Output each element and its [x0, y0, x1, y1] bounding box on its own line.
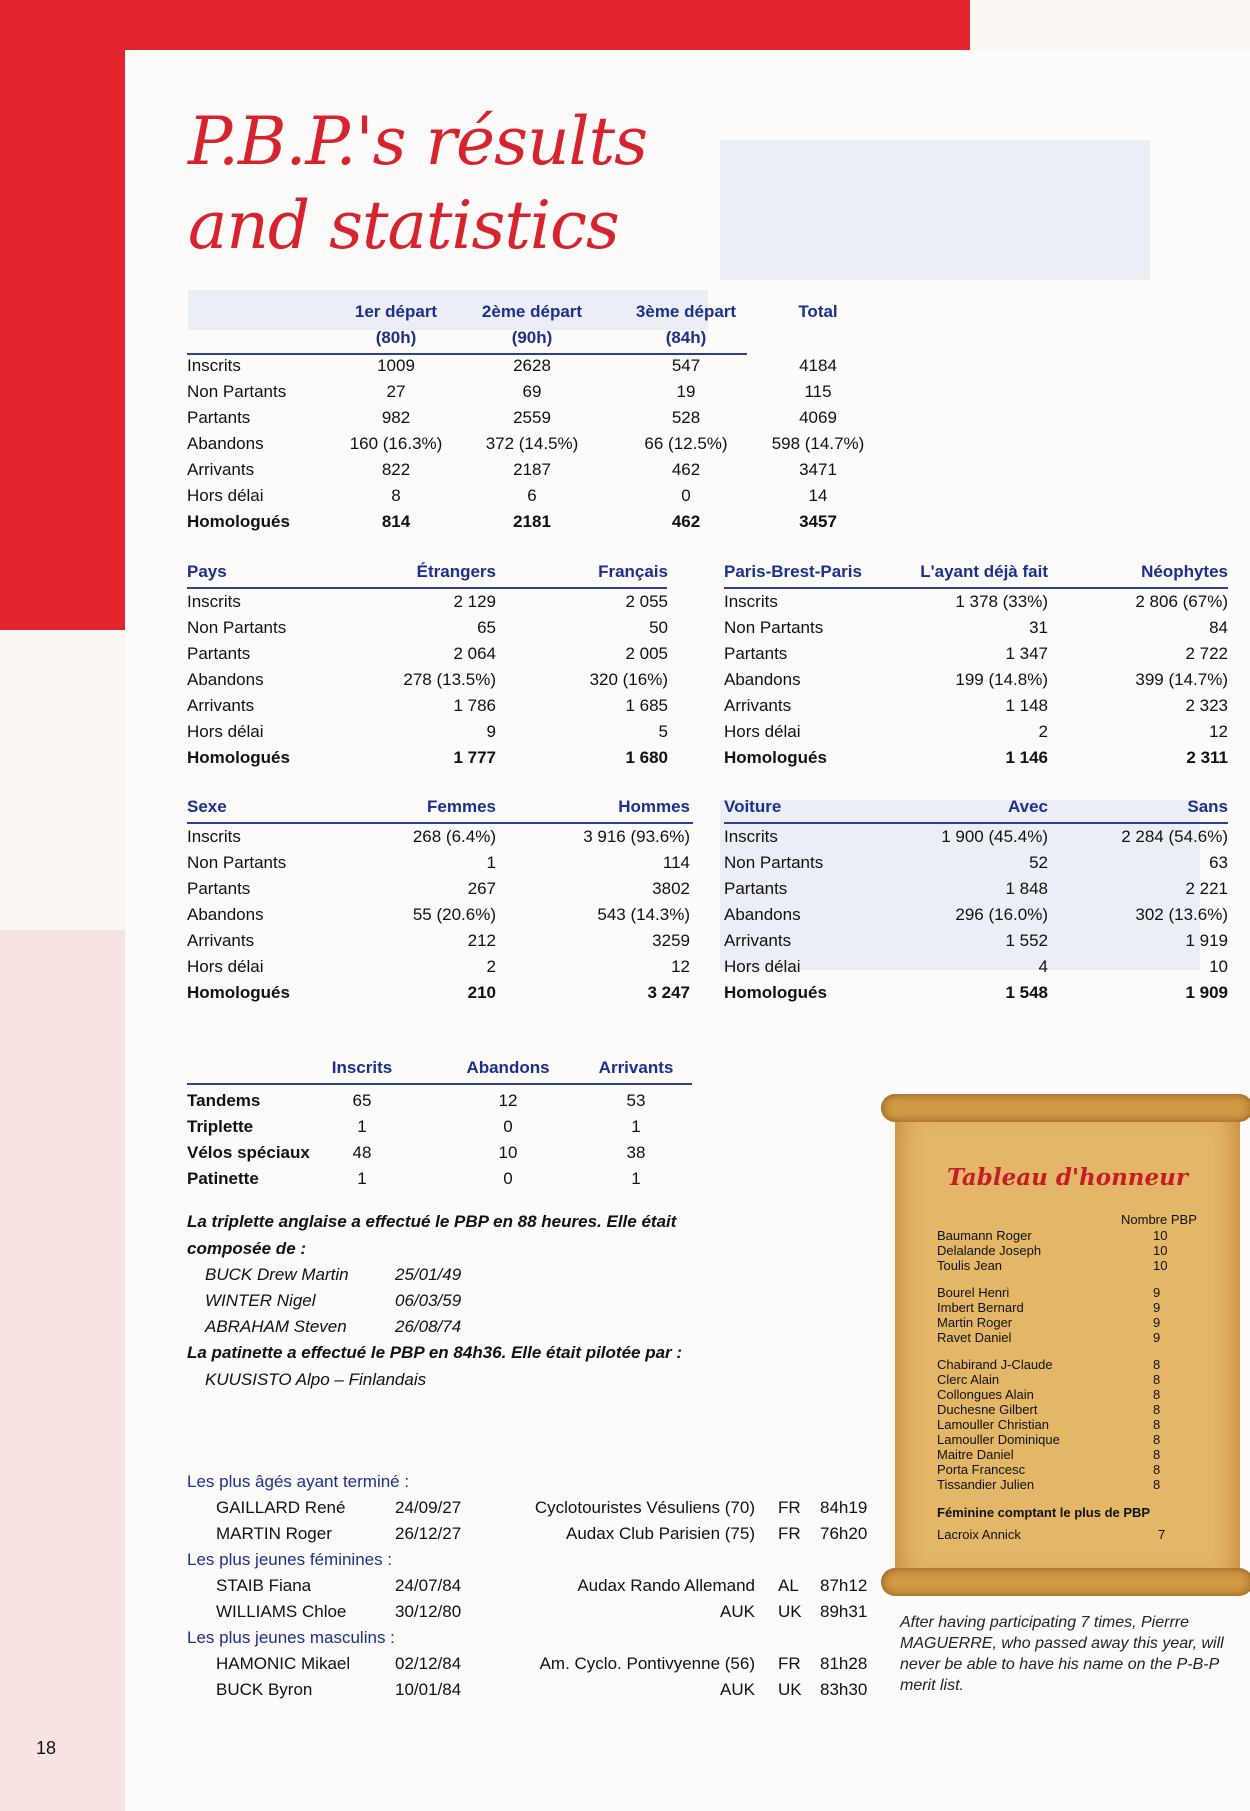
table-cell: 65 [477, 618, 496, 637]
table-cell: 2 064 [453, 644, 496, 663]
honor-count: 10 [1153, 1258, 1168, 1273]
row-label: Partants [187, 879, 251, 898]
honor-name: Imbert Bernard [937, 1300, 1024, 1315]
honor-count: 8 [1153, 1372, 1161, 1387]
member-name: ABRAHAM Steven [205, 1317, 347, 1336]
pays-header: Étrangers [416, 562, 496, 581]
table-cell: 2 284 (54.6%) [1121, 827, 1228, 846]
table-cell: 4184 [799, 356, 837, 375]
row-label: Tandems [187, 1091, 261, 1110]
table-cell: 84 [1209, 618, 1228, 637]
table-cell: 4 [1038, 957, 1048, 976]
pbp-header: L'ayant déjà fait [920, 562, 1048, 581]
table-cell: 2 221 [1185, 879, 1228, 898]
table-cell: 10 [498, 1143, 518, 1162]
row-label: Inscrits [187, 827, 241, 846]
table-cell: 6 [527, 486, 537, 505]
table-cell: 48 [352, 1143, 372, 1162]
pays-header: Français [598, 562, 668, 581]
table-cell: 1 552 [1005, 931, 1048, 950]
voiture-header: Sans [1187, 797, 1228, 816]
record-country: FR [778, 1498, 801, 1517]
record-name: WILLIAMS Chloe [216, 1602, 347, 1621]
departs-header-sub: (90h) [511, 328, 553, 347]
table-cell: 2559 [513, 408, 551, 427]
table-cell: 2 055 [625, 592, 668, 611]
row-label: Hors délai [187, 486, 264, 505]
record-club: AUK [720, 1680, 755, 1699]
record-club: Audax Club Parisien (75) [566, 1524, 755, 1543]
table-cell: 2 311 [1186, 748, 1228, 767]
table-cell: 268 (6.4%) [412, 827, 496, 846]
row-label: Homologués [187, 512, 290, 531]
honor-name: Ravet Daniel [937, 1330, 1012, 1345]
row-label: Abandons [187, 670, 264, 689]
record-time: 84h19 [820, 1498, 868, 1517]
honor-count: 9 [1153, 1300, 1161, 1315]
table-cell: 1 [631, 1169, 641, 1188]
row-label: Arrivants [724, 931, 792, 950]
record-club: Am. Cyclo. Pontivyenne (56) [539, 1654, 755, 1673]
record-date: 24/09/27 [395, 1498, 462, 1517]
record-date: 02/12/84 [395, 1654, 462, 1673]
table-rule [724, 822, 1228, 824]
record-time: 87h12 [820, 1576, 868, 1595]
row-label: Inscrits [187, 592, 241, 611]
record-name: GAILLARD René [216, 1498, 346, 1517]
table-cell: 1 [631, 1117, 641, 1136]
pbp-header: Néophytes [1141, 562, 1228, 581]
page-title-line2: and statistics [188, 187, 619, 264]
table-cell: 982 [381, 408, 411, 427]
table-cell: 1 685 [625, 696, 668, 715]
record-date: 24/07/84 [395, 1576, 462, 1595]
row-label: Hors délai [187, 722, 264, 741]
table-cell: 3471 [799, 460, 837, 479]
table-cell: 462 [671, 460, 701, 479]
row-label: Vélos spéciaux [187, 1143, 310, 1162]
row-label: Non Partants [724, 853, 824, 872]
record-time: 89h31 [820, 1602, 868, 1621]
table-cell: 0 [503, 1169, 513, 1188]
table-cell: 2187 [513, 460, 551, 479]
red-banner-top [0, 0, 970, 50]
table-cell: 0 [503, 1117, 513, 1136]
honor-count: 9 [1153, 1285, 1161, 1300]
row-label: Non Partants [187, 382, 287, 401]
table-cell: 1 548 [1005, 983, 1048, 1002]
row-label: Homologués [724, 748, 827, 767]
table-cell: 3 247 [647, 983, 690, 1002]
row-label: Arrivants [187, 696, 255, 715]
honor-count-header: Nombre PBP [1121, 1212, 1197, 1227]
honor-name: Martin Roger [937, 1315, 1013, 1330]
row-label: Arrivants [724, 696, 792, 715]
member-name: BUCK Drew Martin [205, 1265, 349, 1284]
patinette-pilot: KUUSISTO Alpo – Finlandais [205, 1370, 427, 1389]
table-cell: 14 [808, 486, 828, 505]
record-date: 30/12/80 [395, 1602, 462, 1621]
honor-count: 8 [1153, 1417, 1161, 1432]
records-heading: Les plus jeunes masculins : [187, 1628, 395, 1647]
honor-name: Duchesne Gilbert [937, 1402, 1038, 1417]
table-cell: 598 (14.7%) [771, 434, 865, 453]
member-date: 06/03/59 [395, 1291, 462, 1310]
member-name: WINTER Nigel [205, 1291, 316, 1310]
table-cell: 50 [649, 618, 668, 637]
table-cell: 3 916 (93.6%) [583, 827, 690, 846]
sexe-header: Sexe [187, 797, 227, 816]
page-title-line1: P.B.P.'s résults [188, 103, 647, 180]
table-cell: 1 777 [453, 748, 496, 767]
table-cell: 160 (16.3%) [349, 434, 443, 453]
row-label: Hors délai [187, 957, 264, 976]
table-cell: 462 [671, 512, 701, 531]
row-label: Arrivants [187, 460, 255, 479]
row-label: Arrivants [187, 931, 255, 950]
honor-name: Collongues Alain [937, 1387, 1034, 1402]
table-cell: 1009 [377, 356, 415, 375]
honor-feminine-name: Lacroix Annick [937, 1527, 1021, 1542]
honor-count: 10 [1153, 1243, 1168, 1258]
table-cell: 814 [381, 512, 411, 531]
table-cell: 5 [658, 722, 668, 741]
special-header: Abandons [466, 1058, 550, 1077]
sexe-header: Hommes [618, 797, 690, 816]
honor-name: Tissandier Julien [937, 1477, 1035, 1492]
row-label: Inscrits [187, 356, 241, 375]
honor-name: Lamouller Christian [937, 1417, 1049, 1432]
page-number: 18 [36, 1738, 57, 1758]
table-cell: 1 909 [1185, 983, 1228, 1002]
table-cell: 9 [486, 722, 496, 741]
honor-name: Porta Francesc [937, 1462, 1026, 1477]
table-cell: 296 (16.0%) [955, 905, 1048, 924]
table-cell: 4069 [799, 408, 837, 427]
record-date: 26/12/27 [395, 1524, 462, 1543]
departs-header-sub: (84h) [665, 328, 707, 347]
records-heading: Les plus jeunes féminines : [187, 1550, 393, 1569]
table-cell: 2 722 [1185, 644, 1228, 663]
pink-margin [0, 930, 125, 1811]
table-cell: 115 [804, 382, 832, 401]
table-rule [187, 587, 667, 589]
row-label: Homologués [187, 983, 290, 1002]
departs-header: 3ème départ [635, 302, 737, 321]
honor-count: 8 [1153, 1477, 1161, 1492]
table-cell: 31 [1029, 618, 1048, 637]
table-cell: 1 919 [1185, 931, 1228, 950]
table-cell: 2 323 [1185, 696, 1228, 715]
records-heading: Les plus âgés ayant terminé : [187, 1472, 410, 1491]
patinette-text: La patinette a effectué le PBP en 84h36. Elle était pilotée par : [187, 1343, 683, 1362]
table-rule [187, 822, 693, 824]
table-cell: 38 [626, 1143, 646, 1162]
table-cell: 3457 [799, 512, 837, 531]
record-club: AUK [720, 1602, 755, 1621]
voiture-header: Voiture [724, 797, 782, 816]
honor-count: 8 [1153, 1447, 1161, 1462]
special-header: Arrivants [598, 1058, 674, 1077]
record-country: FR [778, 1654, 801, 1673]
row-label: Abandons [187, 905, 264, 924]
record-date: 10/01/84 [395, 1680, 462, 1699]
honor-title: Tableau d'honneur [946, 1164, 1188, 1191]
row-label: Triplette [187, 1117, 254, 1136]
table-cell: 320 (16%) [589, 670, 668, 689]
row-label: Non Partants [187, 853, 287, 872]
row-label: Partants [724, 879, 788, 898]
departs-header-sub: (80h) [375, 328, 417, 347]
table-cell: 399 (14.7%) [1135, 670, 1228, 689]
honor-count: 9 [1153, 1315, 1161, 1330]
table-cell: 19 [676, 382, 696, 401]
special-header: Inscrits [331, 1058, 393, 1077]
honor-scroll [895, 1100, 1240, 1590]
row-label: Homologués [724, 983, 827, 1002]
table-cell: 267 [467, 879, 496, 898]
honor-name: Chabirand J-Claude [937, 1357, 1053, 1372]
table-cell: 302 (13.6%) [1135, 905, 1228, 924]
honor-feminine-count: 7 [1158, 1527, 1166, 1542]
row-label: Partants [187, 644, 251, 663]
table-cell: 65 [352, 1091, 372, 1110]
row-label: Abandons [724, 905, 801, 924]
table-cell: 1 347 [1005, 644, 1048, 663]
departs-header: Total [798, 302, 838, 321]
scroll-roll-bottom [881, 1568, 1250, 1596]
table-cell: 199 (14.8%) [955, 670, 1048, 689]
table-cell: 55 (20.6%) [412, 905, 496, 924]
row-label: Hors délai [724, 957, 801, 976]
table-cell: 1 [357, 1117, 367, 1136]
table-cell: 53 [626, 1091, 646, 1110]
honor-count: 10 [1153, 1228, 1168, 1243]
table-cell: 1 900 (45.4%) [941, 827, 1048, 846]
table-cell: 0 [681, 486, 691, 505]
record-country: UK [778, 1602, 802, 1621]
table-rule [187, 353, 747, 355]
honor-name: Baumann Roger [937, 1228, 1032, 1243]
honor-count: 8 [1153, 1387, 1161, 1402]
table-cell: 212 [467, 931, 496, 950]
departs-header: 1er départ [354, 302, 438, 321]
pays-header: Pays [187, 562, 227, 581]
honor-count: 8 [1153, 1462, 1161, 1477]
table-cell: 2181 [513, 512, 551, 531]
row-label: Patinette [187, 1169, 259, 1188]
row-label: Inscrits [724, 827, 778, 846]
departs-header: 2ème départ [481, 302, 583, 321]
table-cell: 1 [486, 853, 496, 872]
table-cell: 210 [467, 983, 496, 1002]
table-cell: 27 [386, 382, 406, 401]
table-cell: 2 129 [453, 592, 496, 611]
table-cell: 822 [381, 460, 411, 479]
record-name: BUCK Byron [216, 1680, 313, 1699]
table-cell: 278 (13.5%) [403, 670, 496, 689]
sexe-header: Femmes [427, 797, 496, 816]
row-label: Partants [724, 644, 788, 663]
table-cell: 2628 [513, 356, 551, 375]
row-label: Homologués [187, 748, 290, 767]
row-label: Non Partants [187, 618, 287, 637]
row-label: Inscrits [724, 592, 778, 611]
table-rule [724, 587, 1228, 589]
scroll-roll-top [881, 1094, 1250, 1122]
table-cell: 1 [357, 1169, 367, 1188]
record-country: UK [778, 1680, 802, 1699]
table-cell: 3259 [652, 931, 690, 950]
honor-count: 9 [1153, 1330, 1161, 1345]
table-rule [187, 1083, 692, 1085]
record-name: STAIB Fiana [216, 1576, 312, 1595]
table-cell: 63 [1209, 853, 1228, 872]
table-cell: 1 786 [453, 696, 496, 715]
honor-name: Lamouller Dominique [937, 1432, 1060, 1447]
table-cell: 547 [671, 356, 701, 375]
record-name: MARTIN Roger [216, 1524, 332, 1543]
table-cell: 2 806 (67%) [1135, 592, 1228, 611]
record-club: Cyclotouristes Vésuliens (70) [534, 1498, 755, 1517]
honor-name: Delalande Joseph [937, 1243, 1042, 1258]
table-cell: 543 (14.3%) [597, 905, 690, 924]
table-cell: 2 [1038, 722, 1048, 741]
table-cell: 1 146 [1005, 748, 1048, 767]
table-cell: 66 (12.5%) [644, 434, 728, 453]
table-cell: 1 378 (33%) [955, 592, 1048, 611]
table-cell: 69 [522, 382, 542, 401]
honor-name: Toulis Jean [937, 1258, 1003, 1273]
table-cell: 2 005 [625, 644, 668, 663]
honor-name: Maitre Daniel [937, 1447, 1014, 1462]
scroll-caption: After having participating 7 times, Pierrre MAGUERRE, who passed away this year, will never be able to have his name on the P-B-P merit list. [900, 1614, 1224, 1694]
honor-feminine-heading: Féminine comptant le plus de PBP [937, 1505, 1151, 1520]
member-date: 25/01/49 [395, 1265, 462, 1284]
voiture-header: Avec [1007, 797, 1048, 816]
member-date: 26/08/74 [395, 1317, 462, 1336]
record-country: AL [778, 1576, 799, 1595]
table-cell: 3802 [652, 879, 690, 898]
row-label: Abandons [724, 670, 801, 689]
ghost-block [720, 140, 1150, 280]
table-cell: 114 [662, 853, 690, 872]
record-country: FR [778, 1524, 801, 1543]
honor-name: Bourel Henri [937, 1285, 1010, 1300]
table-cell: 52 [1029, 853, 1048, 872]
record-time: 81h28 [820, 1654, 868, 1673]
row-label: Abandons [187, 434, 264, 453]
honor-count: 8 [1153, 1357, 1161, 1372]
row-label: Hors délai [724, 722, 801, 741]
row-label: Non Partants [724, 618, 824, 637]
table-cell: 1 680 [625, 748, 668, 767]
record-name: HAMONIC Mikael [216, 1654, 351, 1673]
honor-count: 8 [1153, 1432, 1161, 1447]
table-cell: 372 (14.5%) [485, 434, 579, 453]
table-cell: 12 [671, 957, 690, 976]
red-banner-side [0, 0, 125, 630]
triplette-text-line1: La triplette anglaise a effectué le PBP en 88 heures. Elle était [187, 1212, 677, 1231]
record-club: Audax Rando Allemand [577, 1576, 755, 1595]
table-cell: 8 [391, 486, 401, 505]
triplette-text-line2: composée de : [187, 1239, 307, 1258]
record-time: 76h20 [820, 1524, 868, 1543]
honor-count: 8 [1153, 1402, 1161, 1417]
honor-name: Clerc Alain [937, 1372, 1000, 1387]
table-cell: 1 148 [1005, 696, 1048, 715]
record-time: 83h30 [820, 1680, 868, 1699]
page-title [188, 100, 647, 268]
table-cell: 10 [1209, 957, 1228, 976]
row-label: Partants [187, 408, 251, 427]
table-cell: 528 [671, 408, 701, 427]
table-cell: 12 [1209, 722, 1228, 741]
table-cell: 12 [498, 1091, 518, 1110]
table-cell: 2 [486, 957, 496, 976]
table-cell: 1 848 [1005, 879, 1048, 898]
pbp-header: Paris-Brest-Paris [724, 562, 862, 581]
